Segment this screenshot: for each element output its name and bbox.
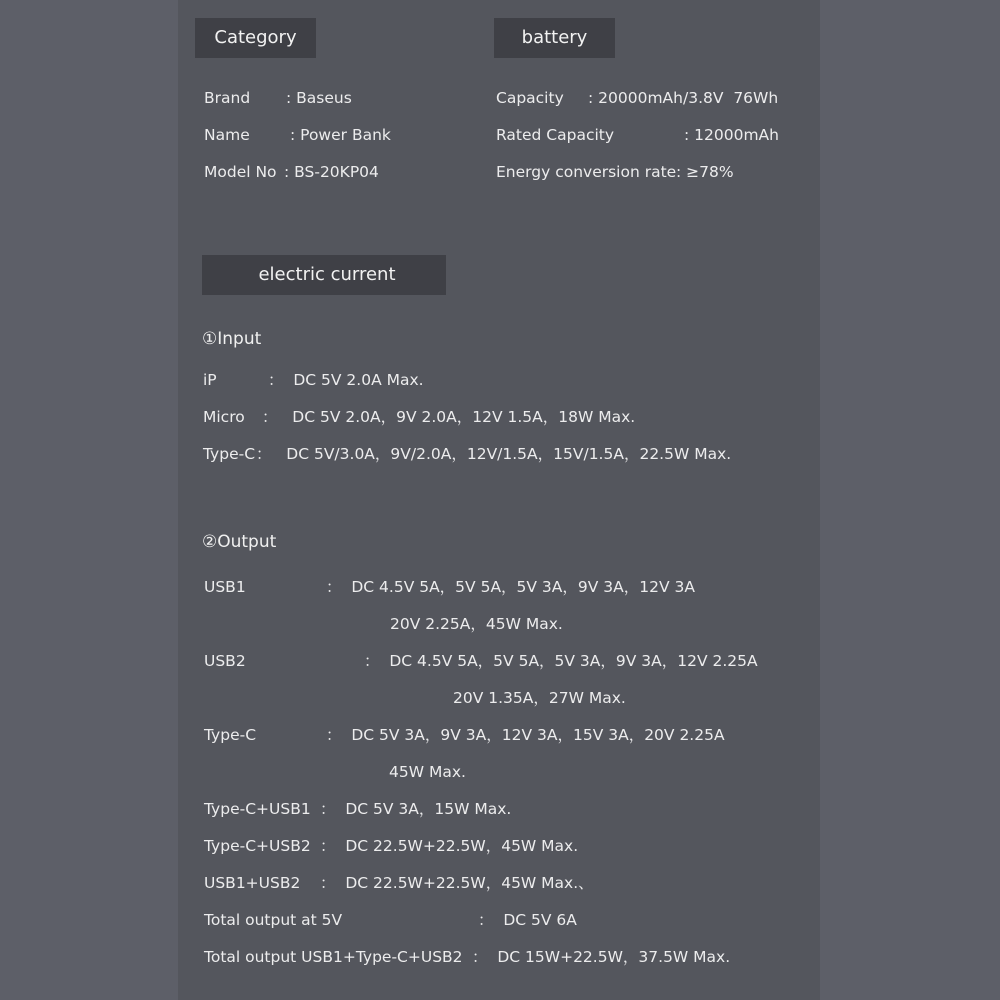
output-usb2-label: USB2 [204,652,246,670]
capacity-value: : 20000mAh/3.8V 76Wh [588,89,779,107]
battery-header: battery [494,18,615,58]
output-total-all-label: Total output USB1+Type-C+USB2 [204,948,463,966]
output-title: ②Output [202,532,277,552]
electric-current-header: electric current [202,255,446,295]
output-total-5v-value: ： DC 5V 6A [478,911,577,929]
output-usb2-value: ： DC 4.5V 5A，5V 5A，5V 3A，9V 3A，12V 2.25A [364,652,758,670]
model-label: Model No [204,163,277,181]
output-typec-value: ： DC 5V 3A，9V 3A，12V 3A，15V 3A，20V 2.25A [326,726,725,744]
energy-rate-label: Energy conversion rate [496,163,677,181]
name-label: Name [204,126,250,144]
output-typec-usb1-label: Type-C+USB1 [204,800,311,818]
output-typec-usb2-value: ： DC 22.5W+22.5W，45W Max. [320,837,579,855]
output-total-5v-label: Total output at 5V [204,911,343,929]
output-usb1-label: USB1 [204,578,246,596]
input-title: ①Input [202,329,262,349]
input-typec-value: ： DC 5V/3.0A，9V/2.0A，12V/1.5A，15V/1.5A，22.5W Max. [256,445,732,463]
rated-capacity-label: Rated Capacity [496,126,615,144]
energy-rate-value: : ≥78% [676,163,734,181]
category-header: Category [195,18,316,58]
output-usb1-usb2-value: ： DC 22.5W+22.5W，45W Max.、 [320,874,594,892]
rated-capacity-value: : 12000mAh [684,126,779,144]
output-usb2-continuation: 20V 1.35A，27W Max. [453,689,626,707]
output-typec-continuation: 45W Max. [389,763,466,781]
input-ip-label: iP [203,371,217,389]
brand-value: : Baseus [286,89,352,107]
name-value: : Power Bank [290,126,391,144]
output-usb1-value: ： DC 4.5V 5A，5V 5A，5V 3A，9V 3A，12V 3A [326,578,695,596]
output-typec-usb1-value: ： DC 5V 3A，15W Max. [320,800,512,818]
input-micro-value: ： DC 5V 2.0A，9V 2.0A，12V 1.5A，18W Max. [262,408,636,426]
input-typec-label: Type-C [203,445,256,463]
brand-label: Brand [204,89,251,107]
model-value: : BS-20KP04 [284,163,379,181]
input-ip-value: ： DC 5V 2.0A Max. [268,371,424,389]
left-background [0,0,178,1000]
output-typec-label: Type-C [204,726,257,744]
output-typec-usb2-label: Type-C+USB2 [204,837,311,855]
output-total-all-value: ： DC 15W+22.5W，37.5W Max. [472,948,731,966]
output-usb1-usb2-label: USB1+USB2 [204,874,301,892]
right-background [820,0,1000,1000]
capacity-label: Capacity [496,89,564,107]
output-usb1-continuation: 20V 2.25A，45W Max. [390,615,563,633]
input-micro-label: Micro [203,408,245,426]
